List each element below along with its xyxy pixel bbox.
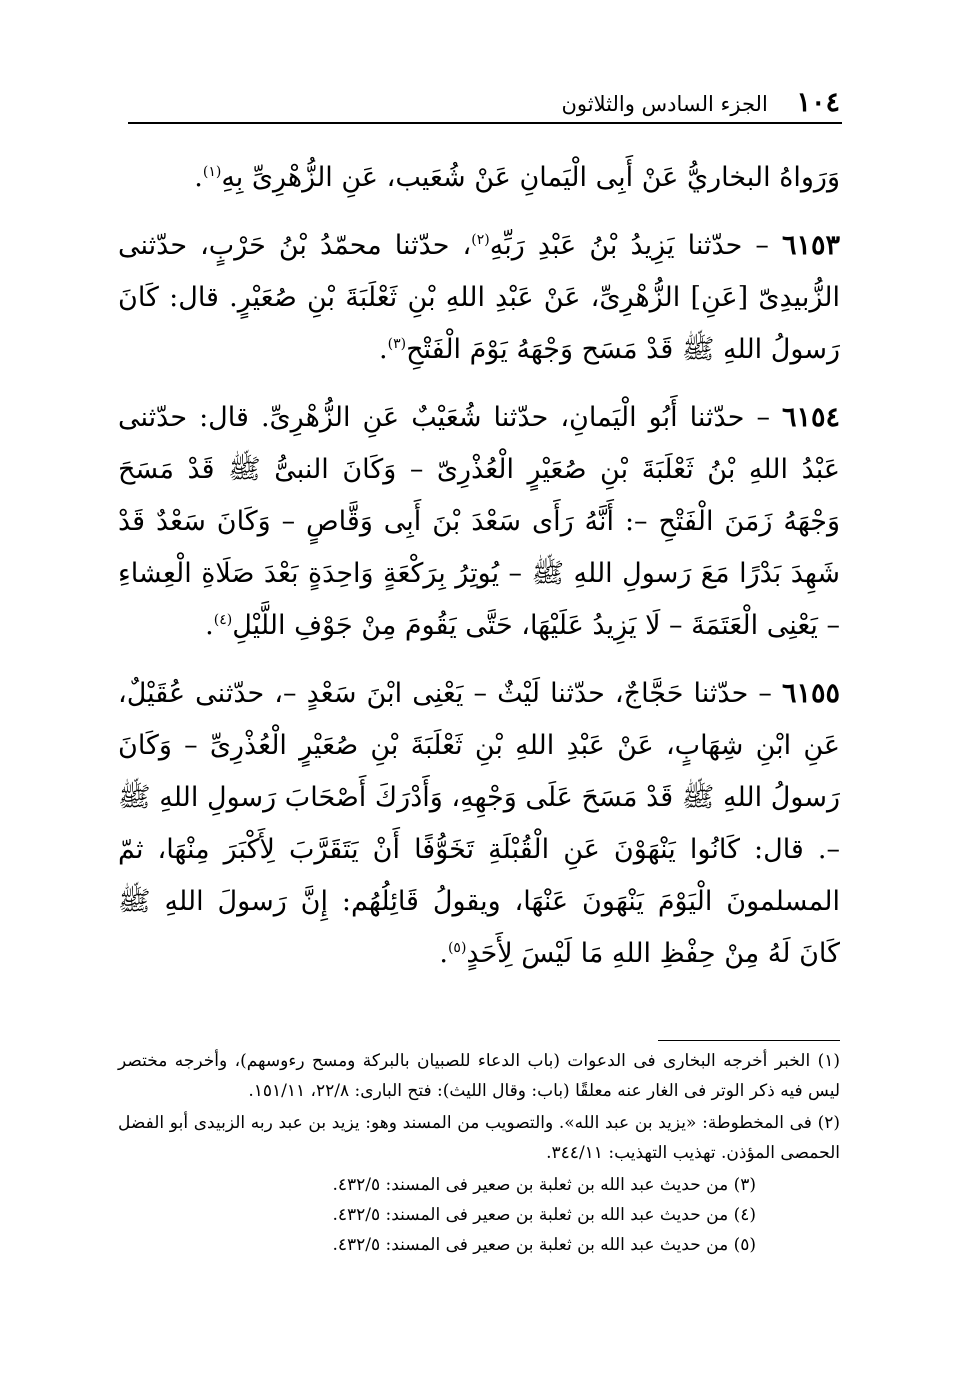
footnote-5: (٥) من حديث عبد الله بن ثعلبة بن صعير فى المسند: ٤٣٢/٥. bbox=[332, 1235, 756, 1255]
main-text bbox=[118, 152, 840, 980]
hadith-number-6153: ٦١٥٣ bbox=[781, 230, 840, 261]
footnote-3: (٣) من حديث عبد الله بن ثعلبة بن صعير فى المسند: ٤٣٢/٥. bbox=[332, 1175, 756, 1195]
footnote-mark-2: (٢) bbox=[471, 232, 490, 248]
footnotes bbox=[118, 1046, 840, 1260]
opening-paragraph bbox=[118, 152, 840, 204]
hadith-6155 bbox=[118, 668, 840, 980]
hadith-6154 bbox=[118, 392, 840, 652]
hadith-6154-end: . bbox=[205, 610, 214, 641]
hadith-6155-end: . bbox=[439, 938, 448, 969]
footnote-4: (٤) من حديث عبد الله بن ثعلبة بن صعير فى المسند: ٤٣٢/٥. bbox=[332, 1205, 756, 1225]
footnote-mark-4: (٤) bbox=[213, 612, 233, 628]
hadith-6153-end: . bbox=[379, 334, 388, 365]
footnote-rule bbox=[658, 1040, 840, 1041]
footnote-2: (٢) فى المخطوطة: «يزيد بن عبد الله». والتصويب من المسند وهو: يزيد بن عبد ربه الزبيدى أبو الفضل الحمصى المؤذن. تهذيب التهذيب: ٣٤٤/١١. bbox=[118, 1113, 840, 1163]
footnote-mark-1: (١) bbox=[202, 164, 222, 180]
hadith-number-6154: ٦١٥٤ bbox=[781, 402, 840, 433]
hadith-6155-text: – حدّثنا حَجَّاجٌ، حدّثنا لَيْثٌ – يَعْنِى ابْنَ سَعْدٍ –، حدّثنى عُقَيْلٌ، عَنِ ابْنِ شِهَابٍ، عَنْ عَبْدِ اللهِ بْنِ ثَعْلَبَةَ بْنِ صُعَيْرٍ الْعُذْرِىِّ – وَكَانَ رَسولُ اللهِ ﷺ قَدْ مَسَحَ عَلَى وَجْهِهِ، وَأَدْرَكَ أَصْحَابَ رَسولِ اللهِ ﷺ –. قال: كَانُوا يَنْهَوْنَ عَنِ الْقُبْلَةِ تَخَوُّفًا أَنْ يَتَقَرَّبَ لِأَكْبَرَ مِنْهَا، ثمّ المسلمونَ الْيَوْمَ يَنْهَونَ عَنْهَا، ويقولُ قَائِلُهُم: إِنَّ رَسولَ اللهِ ﷺ كَانَ لَهُ مِنْ حِفْظِ اللهِ مَا لَيْسَ لِأَحَدٍ bbox=[118, 678, 840, 969]
hadith-6153-text-b: ، حدّثنا محمّدُ بْنُ حَرْبٍ، حدّثنى الزُّبيدِىّ [عَنِ] الزُّهْرِىِّ، عَنْ عَبْدِ اللهِ بْنِ ثَعْلَبَةَ بْنِ صُعَيْرٍ. قال: كَانَ رَسولُ اللهِ ﷺ قَدْ مَسَح وَجْهَهُ يَوْمَ الْفَتْحِ bbox=[118, 230, 840, 365]
hadith-6153-text-a: – حدّثنا يَزِيدُ بْنُ عَبْدِ رَبِّهِ bbox=[489, 230, 782, 261]
hadith-6154-text: – حدّثنا أَبُو الْيَمانِ، حدّثنا شُعَيْبٌ عَنِ الزُّهْرِىِّ. قال: حدّثنى عَبْدُ اللهِ بْنُ ثَعْلَبَةَ بْنِ صُعَيْرٍ الْعُذْرِىّ – وَكَانَ النبىُّ ﷺ قَدْ مَسَحَ وَجْهَهُ زَمَنَ الْفَتْحِ –: أَنَّهُ رَأَى سَعْدَ بْنَ أَبِى وَقَّاصٍ – وَكَانَ سَعْدٌ قَدْ شَهِدَ بَدْرًا مَعَ رَسولِ اللهِ ﷺ – يُوتِرُ بِرَكْعَةٍ وَاحِدَةٍ بَعْدَ صَلَاةِ الْعِشاءِ – يَعْنِى الْعَتَمَةَ – لَا يَزِيدُ عَلَيْهَا، حَتَّى يَقُومَ مِنْ جَوْفِ اللَّيْلِ bbox=[118, 402, 840, 641]
opening-end: . bbox=[194, 162, 203, 193]
hadith-number-6155: ٦١٥٥ bbox=[781, 678, 840, 709]
page-number: ١٠٤ bbox=[796, 87, 840, 118]
header-rule bbox=[128, 122, 842, 124]
running-head bbox=[128, 86, 840, 120]
hadith-6153 bbox=[118, 220, 840, 376]
footnote-mark-3: (٣) bbox=[387, 336, 407, 352]
part-title: الجزء السادس والثلاثون bbox=[561, 92, 768, 116]
opening-text: وَرَواهُ البخاريُّ عَنْ أَبِى الْيَمانِ عَنْ شُعَيب، عَنِ الزُّهْرِىِّ بِهِ bbox=[221, 162, 840, 193]
footnote-1: (١) الخبر أخرجه البخارى فى الدعوات (باب الدعاء للصبيان بالبركة ومسح رءوسهم)، وأخرجه مختصر ليس فيه ذكر الوتر فى الغار عنه معلقًا (باب: وقال الليث): فتح البارى: ٢٢/٨، ١٥١/١١. bbox=[118, 1051, 840, 1101]
footnote-mark-5: (٥) bbox=[447, 940, 467, 956]
